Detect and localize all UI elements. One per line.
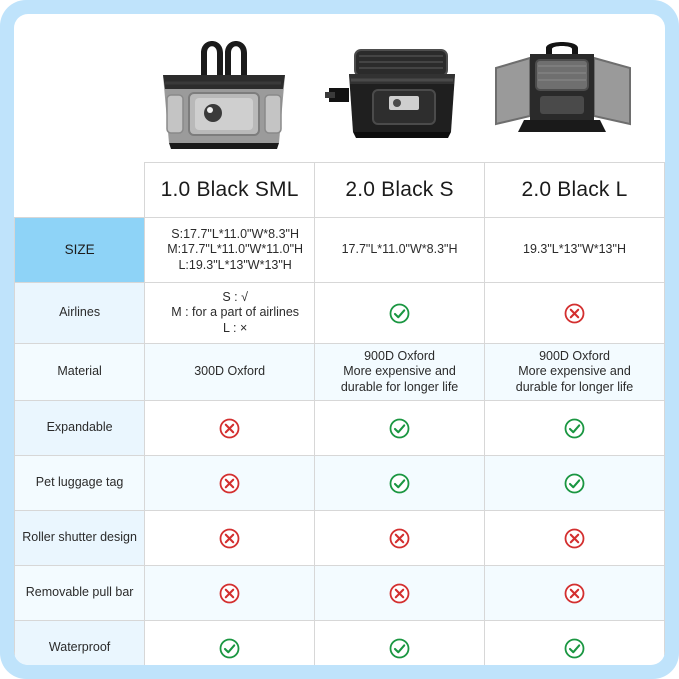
cross-circle-icon [389, 583, 410, 604]
cross-circle-icon [564, 303, 585, 324]
cell-size-1 [145, 218, 315, 283]
cross-circle-icon [219, 528, 240, 549]
table-row-roller-shutter-design [15, 511, 665, 566]
material-line: More expensive and [343, 364, 456, 379]
cross-circle-icon [389, 528, 410, 549]
row-label-expandable: Expandable [15, 401, 145, 456]
check-circle-icon [389, 473, 410, 494]
check-circle-icon [564, 418, 585, 439]
cell-waterproof-2 [315, 621, 485, 666]
table-row-expandable [15, 401, 665, 456]
row-label-size: SIZE [15, 218, 145, 283]
comparison-table [14, 162, 665, 665]
product-image-1 [141, 14, 307, 162]
cell-roller-2 [315, 511, 485, 566]
size-line: S:17.7"L*11.0"W*8.3"H [171, 226, 299, 241]
cell-pullbar-1 [145, 566, 315, 621]
cell-material-2 [315, 344, 485, 401]
check-circle-icon [389, 418, 410, 439]
cell-tag-1 [145, 456, 315, 511]
header-empty-cell [15, 163, 145, 218]
cell-airlines-2 [315, 283, 485, 344]
cell-waterproof-1 [145, 621, 315, 666]
table-header-row [15, 163, 665, 218]
table-row-waterproof [15, 621, 665, 666]
row-label-removable-pull-bar: Removable pull bar [15, 566, 145, 621]
cell-expandable-1 [145, 401, 315, 456]
product-image-2 [307, 14, 473, 162]
product-title-2: 2.0 Black S [315, 163, 485, 218]
row-label-roller-shutter-design: Roller shutter design [15, 511, 145, 566]
product-title-3: 2.0 Black L [485, 163, 665, 218]
row-label-airlines: Airlines [15, 283, 145, 344]
product-title-1: 1.0 Black SML [145, 163, 315, 218]
row-label-material: Material [15, 344, 145, 401]
material-line: durable for longer life [515, 379, 634, 394]
cell-material-1: 300D Oxford [145, 344, 315, 401]
cell-pullbar-3 [485, 566, 665, 621]
table-row-material [15, 344, 665, 401]
cross-circle-icon [219, 418, 240, 439]
cell-size-2: 17.7"L*11.0"W*8.3"H [315, 218, 485, 283]
check-circle-icon [564, 638, 585, 659]
airline-line: M : for a part of airlines [171, 305, 300, 320]
table-row-pet-luggage-tag [15, 456, 665, 511]
cell-expandable-2 [315, 401, 485, 456]
cell-pullbar-2 [315, 566, 485, 621]
cross-circle-icon [564, 528, 585, 549]
cell-material-3 [485, 344, 665, 401]
material-line: More expensive and [518, 364, 631, 379]
table-row-removable-pull-bar [15, 566, 665, 621]
cross-circle-icon [219, 473, 240, 494]
row-label-waterproof: Waterproof [15, 621, 145, 666]
cell-roller-3 [485, 511, 665, 566]
product-image-strip [14, 14, 665, 162]
table-row-airlines [15, 283, 665, 344]
check-circle-icon [219, 638, 240, 659]
cell-tag-3 [485, 456, 665, 511]
row-label-pet-luggage-tag: Pet luggage tag [15, 456, 145, 511]
airline-line: L : × [223, 320, 248, 335]
check-circle-icon [564, 473, 585, 494]
material-line: 900D Oxford [364, 348, 435, 363]
size-line: M:17.7"L*11.0"W*11.0"H [167, 242, 304, 257]
cross-circle-icon [564, 583, 585, 604]
cell-roller-1 [145, 511, 315, 566]
size-line: L:19.3"L*13"W*13"H [178, 257, 292, 272]
check-circle-icon [389, 638, 410, 659]
cell-size-3: 19.3"L*13"W*13"H [485, 218, 665, 283]
material-line: 900D Oxford [539, 348, 610, 363]
cell-expandable-3 [485, 401, 665, 456]
check-circle-icon [389, 303, 410, 324]
cell-tag-2 [315, 456, 485, 511]
cross-circle-icon [219, 583, 240, 604]
airline-line: S : √ [222, 289, 248, 304]
cell-airlines-1 [145, 283, 315, 344]
material-line: durable for longer life [340, 379, 459, 394]
product-image-3 [473, 14, 649, 162]
table-row-size [15, 218, 665, 283]
cell-waterproof-3 [485, 621, 665, 666]
cell-airlines-3 [485, 283, 665, 344]
content-card [14, 14, 665, 665]
